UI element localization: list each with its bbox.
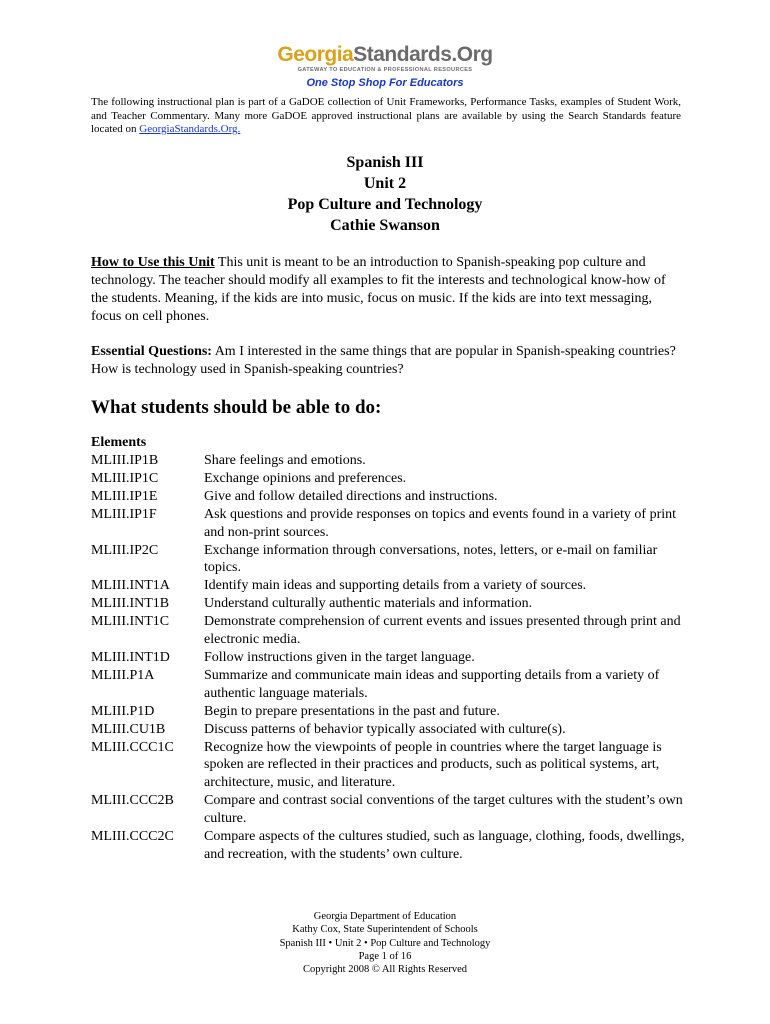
element-row xyxy=(91,828,691,864)
footer-page-number: Page 1 of 16 xyxy=(358,950,412,962)
how-to-use-text: This unit is meant to be an introduction to Spanish-speaking pop culture and technology. The teacher should modify all examples to fit the interests and technological know-how of the students. Meaning, if the kids are into music, focus on music. If the kids are into text messaging, focus on cell phones. xyxy=(91,255,666,324)
georgiastandards-logo xyxy=(0,44,770,90)
page-footer xyxy=(0,910,770,976)
element-description: Give and follow detailed directions and instructions. xyxy=(204,488,498,504)
logo-tagline: One Stop Shop For Educators xyxy=(306,77,464,89)
element-description: Understand culturally authentic materials and information. xyxy=(204,596,533,612)
essential-questions-text: Am I interested in the same things that are popular in Spanish-speaking countries? How is technology used in Spanish-speaking countries? xyxy=(91,344,676,377)
element-description: Demonstrate comprehension of current events and issues presented through print and electronic media. xyxy=(204,614,681,648)
intro-paragraph xyxy=(91,96,681,137)
essential-questions-paragraph xyxy=(91,343,681,379)
element-row xyxy=(91,577,691,595)
element-row xyxy=(91,488,691,506)
footer-unit-info: Spanish III • Unit 2 • Pop Culture and Technology xyxy=(279,937,491,949)
element-description: Begin to prepare presentations in the past and future. xyxy=(204,703,500,719)
element-row xyxy=(91,613,691,649)
element-code: MLIII.IP1C xyxy=(91,470,159,486)
element-code: MLIII.IP1E xyxy=(91,488,158,504)
topic-title: Pop Culture and Technology xyxy=(287,196,483,213)
elements-list xyxy=(91,452,691,864)
element-code: MLIII.CCC2B xyxy=(91,793,174,809)
element-description: Recognize how the viewpoints of people in countries where the target language is spoken are reflected in their practices and products, such as political systems, art, architecture, music, and literature. xyxy=(204,739,662,791)
element-row xyxy=(91,739,691,793)
course-title: Spanish III xyxy=(346,154,424,171)
element-code: MLIII.INT1D xyxy=(91,649,170,665)
element-code: MLIII.IP1F xyxy=(91,506,157,522)
logo-wordmark-part2: Standards.Org xyxy=(353,43,493,66)
document-title xyxy=(0,152,770,236)
how-to-use-label: How to Use this Unit xyxy=(91,255,215,270)
section-heading: What students should be able to do: xyxy=(91,397,382,418)
element-description: Exchange information through conversations, notes, letters, or e-mail on familiar topics. xyxy=(204,542,658,576)
element-row xyxy=(91,470,691,488)
element-row xyxy=(91,542,691,578)
element-description: Identify main ideas and supporting details from a variety of sources. xyxy=(204,578,587,594)
intro-text: The following instructional plan is part of a GaDOE collection of Unit Frameworks, Performance Tasks, examples of Student Work, and Teacher Commentary. Many more GaDOE approved instructional plans are available by using the Search Standards feature located on xyxy=(91,96,681,136)
element-row xyxy=(91,595,691,613)
elements-label: Elements xyxy=(91,435,147,450)
element-code: MLIII.CU1B xyxy=(91,721,166,737)
element-description: Compare aspects of the cultures studied, such as language, clothing, foods, dwellings, and recreation, with the students’ own culture. xyxy=(204,829,685,862)
element-code: MLIII.INT1C xyxy=(91,614,170,630)
logo-subtitle: GATEWAY TO EDUCATION & PROFESSIONAL RESOURCES xyxy=(297,67,473,73)
element-row xyxy=(91,649,691,667)
logo-wordmark-part1: Georgia xyxy=(277,43,354,66)
element-code: MLIII.CCC1C xyxy=(91,739,174,755)
element-code: MLIII.P1D xyxy=(91,703,155,719)
element-code: MLIII.IP1B xyxy=(91,453,159,468)
element-description: Ask questions and provide responses on topics and events found in a variety of print and non-print sources. xyxy=(204,506,677,540)
element-row xyxy=(91,792,691,828)
element-row xyxy=(91,506,691,542)
essential-questions-label: Essential Questions: xyxy=(91,344,212,359)
logo-wordmark xyxy=(277,44,492,66)
element-code: MLIII.IP2C xyxy=(91,542,159,558)
element-code: MLIII.CCC2C xyxy=(91,829,174,845)
element-description: Share feelings and emotions. xyxy=(204,453,366,468)
georgiastandards-link[interactable]: GeorgiaStandards.Org. xyxy=(139,123,241,136)
footer-copyright: Copyright 2008 © All Rights Reserved xyxy=(302,964,468,976)
element-row xyxy=(91,721,691,739)
element-code: MLIII.INT1A xyxy=(91,578,170,594)
element-description: Exchange opinions and preferences. xyxy=(204,470,407,486)
how-to-use-paragraph xyxy=(91,254,681,326)
element-description: Follow instructions given in the target language. xyxy=(204,649,475,665)
element-description: Compare and contrast social conventions of the target cultures with the student’s own culture. xyxy=(204,793,683,827)
element-row xyxy=(91,452,691,470)
element-code: MLIII.INT1B xyxy=(91,596,170,612)
author-name: Cathie Swanson xyxy=(330,217,440,234)
element-description: Discuss patterns of behavior typically associated with culture(s). xyxy=(204,721,566,737)
footer-department: Georgia Department of Education xyxy=(313,911,457,922)
unit-title: Unit 2 xyxy=(363,175,407,192)
element-code: MLIII.P1A xyxy=(91,667,155,683)
element-row xyxy=(91,667,691,703)
footer-superintendent: Kathy Cox, State Superintendent of Schools xyxy=(292,924,478,936)
element-description: Summarize and communicate main ideas and supporting details from a variety of authentic language materials. xyxy=(204,667,660,701)
element-row xyxy=(91,703,691,721)
